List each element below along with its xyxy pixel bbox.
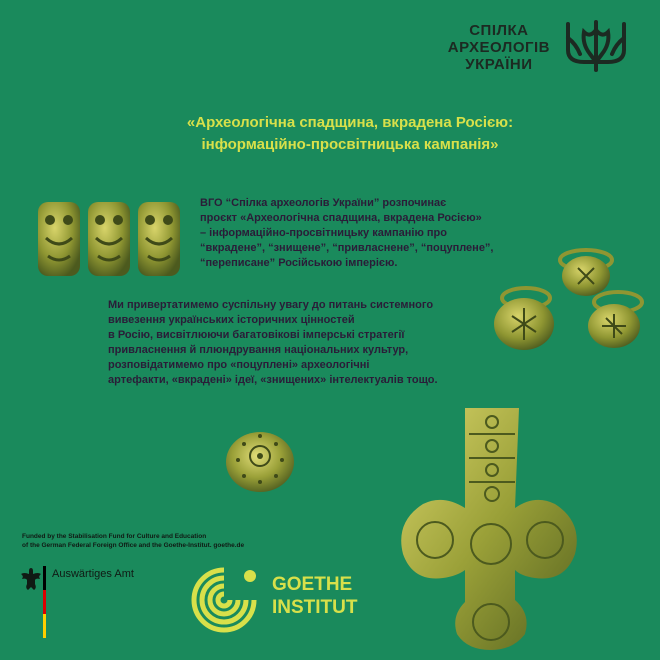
goethe-wordmark-line: GOETHE (272, 574, 353, 595)
intro-line: проєкт «Археологічна спадщина, вкрадена Росією» (200, 212, 482, 224)
trident-emblem-icon (560, 18, 632, 74)
organization-name-line: УКРАЇНИ (465, 56, 533, 73)
organization-name-line: АРХЕОЛОГІВ (447, 39, 550, 56)
organization-name-line: СПІЛКА (469, 22, 529, 39)
campaign-description (108, 298, 488, 388)
federal-eagle-icon (20, 566, 42, 592)
description-line: вивезення українських історичних цінностей (108, 314, 355, 326)
campaign-title-line: інформаційно-просвітницька кампанія» (201, 136, 499, 153)
flag-stripe-black (43, 566, 46, 590)
goethe-spiral-icon (186, 562, 266, 642)
description-line: артефакти, «вкрадені» ідеї, «знищених» інтелектуалів тощо. (108, 374, 438, 386)
intro-line: ВГО “Спілка археологів України” розпочинає (200, 197, 447, 209)
german-flag-bar (43, 566, 46, 638)
flag-stripe-red (43, 590, 46, 614)
project-intro (200, 196, 540, 271)
funding-line: of the German Federal Foreign Office and the Goethe-Institut. goethe.de (22, 542, 245, 549)
goethe-institut-wordmark (272, 573, 358, 619)
description-line: розповідатимемо про «поцуплені» археологічні (108, 359, 370, 371)
campaign-title-line: «Археологічна спадщина, вкрадена Росією: (186, 114, 514, 131)
description-line: привласнення й плюндрування національних культур, (108, 344, 409, 356)
description-line: Ми привертатимемо суспільну увагу до питань системного (108, 299, 434, 311)
funding-note (22, 532, 362, 550)
intro-line: “вкрадене”, “знищене”, “привласнене”, “поцуплене”, (200, 242, 494, 254)
animal-figurines-icon (36, 198, 186, 280)
intro-line: “переписане” Російською імперією. (200, 257, 398, 269)
goethe-wordmark-line: INSTITUT (272, 597, 358, 618)
intro-line: – інформаційно-просвітницьку кампанію про (200, 227, 447, 239)
funding-line: Funded by the Stabilisation Fund for Culture and Education (22, 533, 207, 540)
ornamental-bead-icon (220, 420, 300, 500)
signet-rings-icon (490, 246, 652, 356)
flag-stripe-gold (43, 614, 46, 638)
description-line: в Росію, висвітлюючи багатовікові імперські стратегії (108, 329, 405, 341)
auswaertiges-amt-label: Auswärtiges Amt (52, 568, 134, 580)
campaign-title (120, 112, 580, 156)
ornamented-cross-icon (395, 404, 585, 652)
organization-name (448, 22, 550, 73)
